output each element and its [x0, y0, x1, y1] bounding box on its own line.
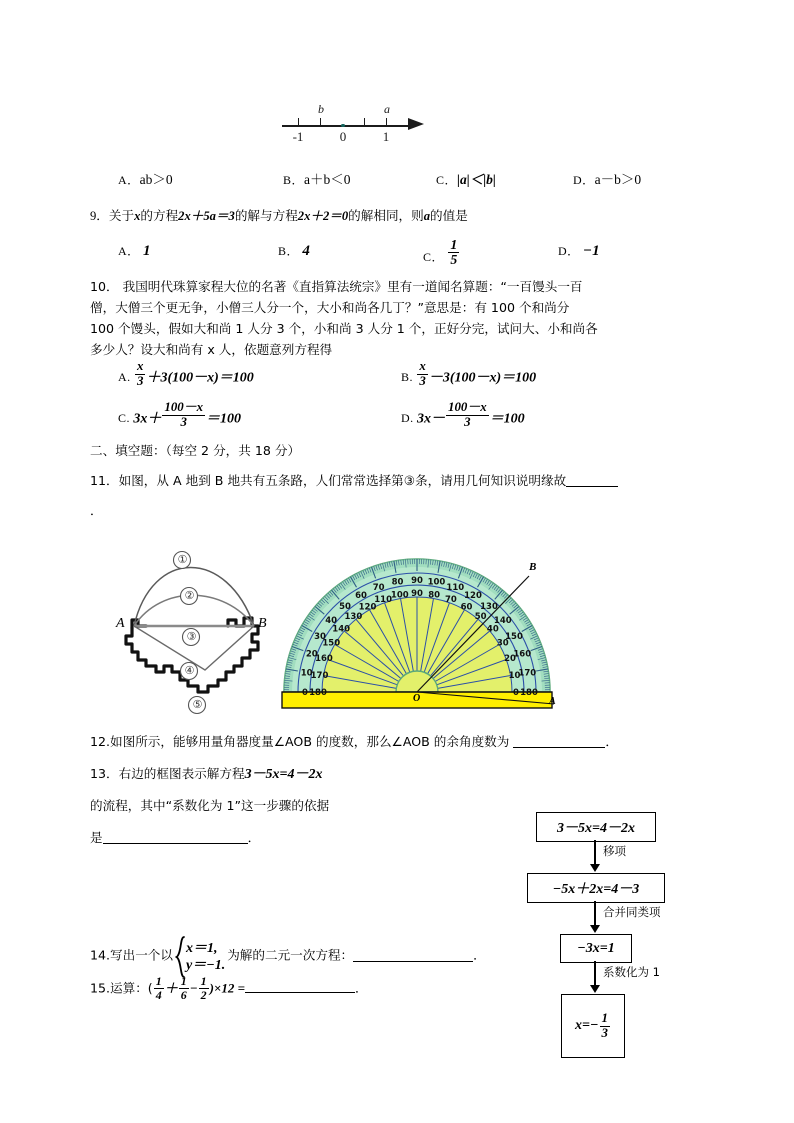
- section-2-heading: 二、填空题：（每空 2 分，共 18 分）: [90, 443, 301, 458]
- svg-text:0: 0: [513, 688, 519, 698]
- q8-choice-a-tag: A．: [118, 173, 140, 187]
- protractor-svg: [276, 556, 558, 714]
- svg-text:40: 40: [486, 624, 499, 635]
- q14-solution-system: [175, 940, 225, 974]
- q10-choice-a-tag: A.: [118, 370, 131, 385]
- q10-stem-line-1: 10． 我国明代珠算家程大位的名著《直指算法统宗》里有一道闻名算题：“一百馒头一百: [90, 279, 583, 294]
- q10-choice-b-post: －3(100－x)＝100: [428, 370, 537, 386]
- svg-text:20: 20: [305, 649, 318, 660]
- svg-text:30: 30: [496, 638, 509, 649]
- svg-text:60: 60: [460, 602, 473, 613]
- q9-stem-mid2: 的解与方程: [234, 208, 298, 223]
- q10-choice-c-denominator: 3: [162, 415, 205, 430]
- flowchart-box-3: [560, 934, 632, 963]
- svg-text:50: 50: [474, 612, 487, 623]
- q10-choice-d-fraction: [446, 401, 489, 429]
- svg-text:80: 80: [391, 577, 404, 588]
- flowchart-arrowhead-1: [590, 864, 600, 872]
- svg-text:10: 10: [300, 668, 313, 679]
- protractor-center-label: O: [413, 693, 421, 704]
- number-line-label-neg1: -1: [292, 129, 304, 144]
- q9-stem-eq2: 2x＋2＝0: [297, 209, 349, 223]
- q15-stem-post: ．: [355, 980, 368, 996]
- svg-text:150: 150: [505, 632, 523, 642]
- q15-fraction-1: [154, 975, 164, 1001]
- number-line-label-zero: 0: [339, 129, 347, 144]
- q15-fraction-3: [199, 975, 209, 1001]
- q8-choice-b-tag: B．: [283, 173, 305, 187]
- q8-choice-d-tag: D．: [573, 173, 595, 187]
- q13-stem-line3: [90, 827, 520, 848]
- q12-stem-period: ．: [605, 734, 618, 749]
- q12-stem-text: 12.如图所示，能够用量角器度量∠AOB 的度数，那么∠AOB 的余角度数为: [90, 734, 510, 749]
- q14-stem: [90, 940, 540, 974]
- q15-fraction-3-numerator: 1: [200, 974, 207, 988]
- q10-choice-a-numerator: x: [137, 359, 144, 373]
- q10-choice-c[interactable]: [118, 401, 241, 429]
- number-line-arrowhead: [408, 118, 424, 130]
- q13-answer-blank[interactable]: [103, 831, 248, 844]
- svg-text:90: 90: [411, 589, 423, 599]
- flowchart-box-4-prefix: x=−: [575, 1018, 599, 1033]
- svg-text:40: 40: [325, 616, 338, 627]
- equation-solving-flowchart: [520, 812, 695, 1072]
- svg-text:30: 30: [314, 632, 326, 642]
- q14-brace-icon: [175, 936, 186, 978]
- q9-choice-b-tag: B．: [278, 244, 300, 258]
- flowchart-arrow-1-label: 移项: [603, 844, 626, 858]
- q10-stem-line-4: 多少人？设大和尚有 x 人，依题意列方程得: [90, 342, 333, 357]
- five-paths-map-figure: [112, 540, 287, 720]
- flowchart-box-4: [561, 994, 625, 1058]
- svg-text:0: 0: [302, 688, 308, 698]
- q15-stem: [90, 975, 540, 1001]
- q11-stem: [90, 470, 715, 491]
- svg-text:160: 160: [315, 654, 333, 665]
- svg-text:140: 140: [493, 616, 512, 627]
- q14-stem-mid: 为解的二元一次方程：: [227, 947, 354, 963]
- svg-text:10: 10: [508, 670, 521, 681]
- svg-text:130: 130: [344, 612, 363, 623]
- q10-choice-c-tag: C.: [118, 411, 131, 426]
- q14-stem-pre: 14.写出一个以: [90, 947, 173, 963]
- q9-choice-c-tag: C．: [423, 250, 445, 265]
- flowchart-box-1: [536, 812, 656, 842]
- q9-choice-c-denominator: 5: [450, 252, 458, 268]
- q10-choice-b[interactable]: [401, 360, 536, 388]
- svg-text:110: 110: [446, 582, 465, 593]
- map-path-label-5: ⑤: [192, 699, 203, 711]
- q11-stem-period: ．: [90, 503, 103, 518]
- q9-choice-c-numerator: 1: [450, 237, 458, 252]
- svg-text:60: 60: [355, 591, 367, 602]
- q14-system-line-2: y＝−1.: [186, 958, 226, 973]
- q8-choice-d-text: a－b＞0: [594, 172, 642, 187]
- flowchart-box-1-text: 3－5x=4－2x: [557, 821, 635, 836]
- flowchart-arrow-2: [594, 901, 596, 927]
- q10-choice-d-numerator: 100－x: [448, 400, 487, 414]
- svg-text:20: 20: [504, 654, 516, 665]
- map-path-label-1: ①: [177, 554, 188, 566]
- q10-choice-b-fraction: [417, 360, 427, 388]
- q10-choice-c-pre: 3x＋: [133, 411, 162, 427]
- svg-text:70: 70: [372, 582, 385, 593]
- q14-answer-blank[interactable]: [353, 949, 473, 962]
- q9-choice-d[interactable]: [558, 242, 600, 260]
- q10-choice-b-denominator: 3: [419, 373, 426, 388]
- svg-text:100: 100: [427, 577, 446, 588]
- svg-text:140: 140: [332, 624, 351, 635]
- q9-stem-eq1: 2x＋5a＝3: [178, 209, 235, 223]
- q15-fraction-1-numerator: 1: [155, 974, 162, 988]
- flowchart-arrow-1: [594, 840, 596, 866]
- q10-choice-c-post: ＝100: [206, 411, 242, 427]
- q9-stem-var2: a: [423, 209, 431, 223]
- svg-text:130: 130: [480, 602, 498, 613]
- q15-fraction-3-denominator: 2: [200, 987, 207, 1002]
- q15-stem-pre: 15.运算：(: [90, 980, 153, 996]
- flowchart-box-4-denominator: 3: [601, 1025, 608, 1040]
- q9-choice-a-text: 1: [143, 243, 151, 259]
- q10-stem-line-2: 僧，大僧三个更无争，小僧三人分一个，大小和尚各几丁？”意思是：有 100 个和尚分: [90, 300, 570, 315]
- svg-text:70: 70: [444, 594, 457, 605]
- q10-choice-a-denominator: 3: [137, 373, 144, 388]
- q10-choice-b-numerator: x: [419, 359, 426, 373]
- svg-text:150: 150: [322, 638, 341, 649]
- q8-choice-a[interactable]: [118, 168, 173, 188]
- q10-choice-c-numerator: 100－x: [164, 400, 204, 414]
- q15-operator-1: ＋: [164, 980, 178, 996]
- q13-stem-line3-pre: 是: [90, 830, 103, 845]
- q13-stem-line1: [90, 763, 520, 785]
- q13-stem-equation: 3－5x=4－2x: [244, 767, 323, 782]
- q9-choice-c[interactable]: [423, 238, 460, 268]
- flowchart-arrowhead-3: [590, 985, 600, 993]
- q15-fraction-2-denominator: 6: [180, 987, 187, 1002]
- svg-text:90: 90: [411, 576, 423, 586]
- q10-stem-line-3: 100 个馒头，假如大和尚 1 人分 3 个，小和尚 3 人分 1 个，正好分完，试问大、小和尚各: [90, 321, 598, 336]
- map-path-label-2: ②: [184, 590, 195, 602]
- flowchart-box-3-text: −3x=1: [577, 940, 615, 956]
- q10-choices: [118, 360, 738, 435]
- q9-choice-a-tag: A．: [118, 244, 140, 258]
- q8-choice-a-text: ab＞0: [139, 172, 173, 187]
- q9-choice-d-text: −1: [583, 243, 600, 259]
- q8-choice-c-tag: C．: [436, 173, 458, 187]
- svg-text:110: 110: [374, 594, 393, 605]
- protractor-figure: [276, 556, 558, 714]
- map-point-b-label: B: [258, 616, 267, 631]
- q15-operator-2: −: [189, 980, 198, 996]
- flowchart-arrow-3: [594, 961, 596, 987]
- q10-choice-a-post: ＋3(100－x)＝100: [146, 370, 254, 386]
- q10-choice-d-tag: D.: [401, 411, 414, 426]
- protractor-ray-a-label: A: [549, 696, 556, 707]
- flowchart-box-4-numerator: 1: [601, 1010, 608, 1025]
- q15-fraction-2: [179, 975, 189, 1001]
- number-line-tick: [298, 118, 299, 126]
- number-line-label-one: 1: [382, 129, 390, 144]
- q12-answer-blank[interactable]: [513, 735, 605, 748]
- q13-stem-line2: 的流程，其中“系数化为 1”这一步骤的依据: [90, 798, 330, 813]
- svg-text:120: 120: [464, 591, 482, 602]
- number-line-point-b: b: [318, 102, 324, 116]
- q10-choice-d-post: ＝100: [489, 411, 525, 427]
- q10-choice-a[interactable]: [118, 360, 254, 388]
- q10-choice-d[interactable]: [401, 401, 525, 429]
- number-line-point-a: a: [384, 102, 390, 116]
- q9-stem-mid1: 的方程: [140, 208, 179, 223]
- number-line-tick: [386, 118, 387, 126]
- q9-choice-a[interactable]: [118, 242, 151, 260]
- q9-stem-lead: 9．关于: [90, 209, 135, 223]
- q10-choice-c-fraction: [162, 401, 205, 429]
- protractor-ray-b-label: B: [529, 561, 537, 573]
- q9-stem: [90, 205, 710, 227]
- svg-text:180: 180: [520, 688, 538, 698]
- q9-stem-tail: 的值是: [430, 208, 468, 223]
- q10-choice-d-pre: 3x－: [417, 411, 446, 427]
- q8-choice-b-text: a＋b＜0: [304, 172, 351, 187]
- svg-text:50: 50: [339, 602, 351, 613]
- q14-stem-post: ．: [473, 947, 486, 963]
- number-line-tick: [364, 118, 365, 126]
- q12-stem: [90, 731, 720, 752]
- q15-answer-blank[interactable]: [245, 980, 355, 993]
- q8-choice-d[interactable]: [573, 168, 641, 188]
- q9-choice-c-fraction: [448, 238, 459, 268]
- flowchart-arrow-2-label: 合并同类项: [603, 905, 661, 919]
- q8-choice-c-text: |a|＜|b|: [457, 172, 496, 187]
- svg-text:80: 80: [428, 590, 441, 601]
- svg-text:180: 180: [309, 688, 327, 698]
- flowchart-box-2-text: −5x＋2x=4－3: [552, 882, 640, 897]
- map-point-a-label: A: [116, 616, 125, 631]
- q9-choice-b[interactable]: [278, 242, 310, 260]
- flowchart-box-4-fraction: [600, 1012, 610, 1040]
- q13-stem-line3-post: ．: [247, 830, 261, 845]
- number-line-tick: [320, 118, 321, 126]
- svg-text:100: 100: [390, 590, 409, 601]
- q15-stem-mid: )×12 =: [209, 980, 245, 996]
- q13-stem-pre: 13．右边的框图表示解方程: [90, 766, 245, 781]
- map-path-label-4: ④: [184, 665, 195, 677]
- map-path-label-3: ③: [186, 631, 197, 643]
- number-line-origin-dot: [341, 124, 345, 128]
- q10-stem: [90, 276, 715, 360]
- q9-choice-d-tag: D．: [558, 244, 580, 258]
- q8-choice-c[interactable]: [436, 168, 496, 188]
- q10-choice-a-fraction: [135, 360, 145, 388]
- flowchart-arrowhead-2: [590, 925, 600, 933]
- flowchart-arrow-3-label: 系数化为 1: [603, 965, 660, 979]
- q15-fraction-2-numerator: 1: [180, 974, 187, 988]
- svg-text:120: 120: [358, 602, 377, 613]
- number-line-figure: [276, 103, 436, 148]
- q10-choice-b-tag: B.: [401, 370, 414, 385]
- svg-text:160: 160: [513, 649, 532, 660]
- q10-choice-d-denominator: 3: [446, 415, 489, 430]
- q9-stem-mid3: 的解相同，则: [348, 208, 424, 223]
- q11-answer-blank[interactable]: [566, 474, 618, 487]
- number-line-axis: [282, 125, 410, 127]
- q8-choice-b[interactable]: [283, 168, 351, 188]
- svg-text:170: 170: [310, 670, 329, 681]
- q11-stem-text: 11．如图，从 A 地到 B 地共有五条路，人们常常选择第③条，请用几何知识说明缘故: [90, 473, 567, 488]
- q14-system-line-1: x＝1,: [186, 941, 218, 956]
- q9-choice-b-text: 4: [302, 243, 310, 259]
- svg-text:170: 170: [518, 668, 537, 679]
- flowchart-box-2: [527, 873, 665, 903]
- q9-stem-var1: x: [134, 209, 141, 223]
- q15-fraction-1-denominator: 4: [155, 987, 162, 1002]
